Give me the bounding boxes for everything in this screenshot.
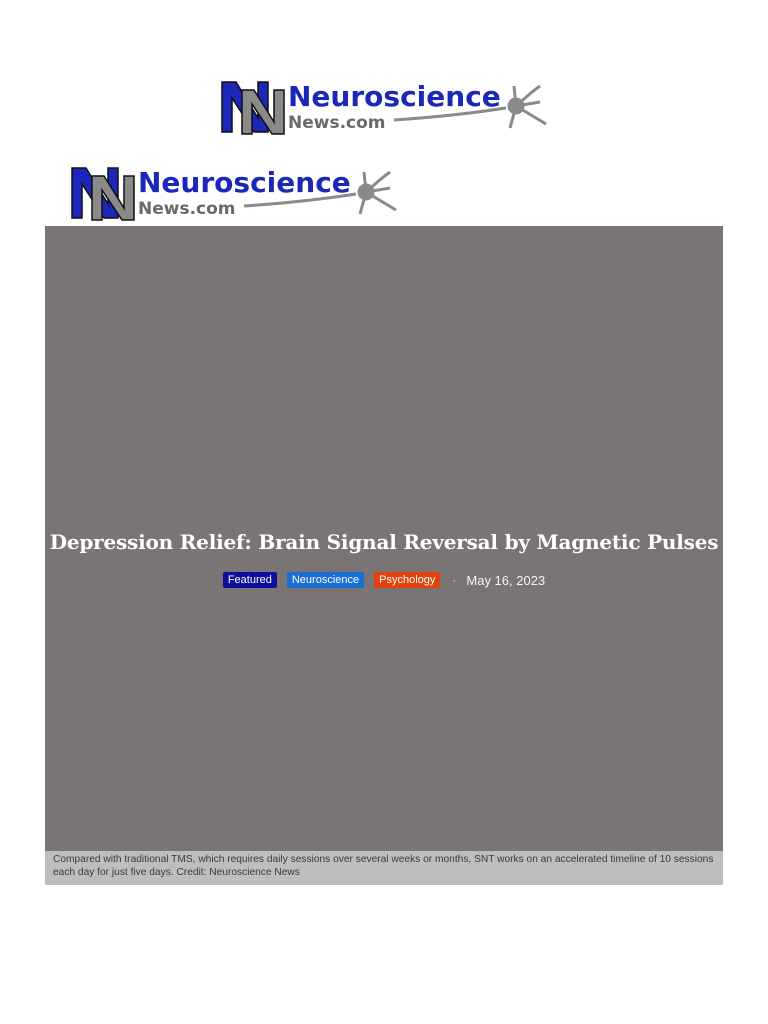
category-badge-neuroscience[interactable]: Neuroscience [287, 572, 364, 588]
neuron-icon [358, 172, 396, 214]
neuron-icon [508, 86, 546, 128]
site-logo-graphic [64, 158, 404, 228]
category-badge-featured[interactable]: Featured [223, 572, 277, 588]
logo-primary-text: Neuroscience [288, 80, 501, 113]
meta-separator: · [452, 573, 457, 587]
article-hero [45, 226, 723, 851]
logo-secondary-text: News.com [288, 113, 386, 133]
site-logo-graphic [214, 72, 554, 142]
logo-primary-text: Neuroscience [138, 166, 351, 199]
nn-monogram-icon [222, 82, 284, 134]
image-caption: Compared with traditional TMS, which requires daily sessions over several weeks or months, SNT works on an accelerated timeline of 10 sessions each day for just five days. Credit: Neuroscience News [45, 851, 723, 885]
site-logo-top[interactable] [214, 72, 554, 142]
article-meta [45, 572, 723, 588]
site-logo-secondary[interactable] [64, 158, 404, 228]
article-date: May 16, 2023 [466, 572, 546, 588]
category-badge-psychology[interactable]: Psychology [374, 572, 440, 588]
logo-secondary-text: News.com [138, 199, 236, 219]
nn-monogram-icon [72, 168, 134, 220]
article-title: Depression Relief: Brain Signal Reversal by Magnetic Pulses [49, 530, 719, 554]
